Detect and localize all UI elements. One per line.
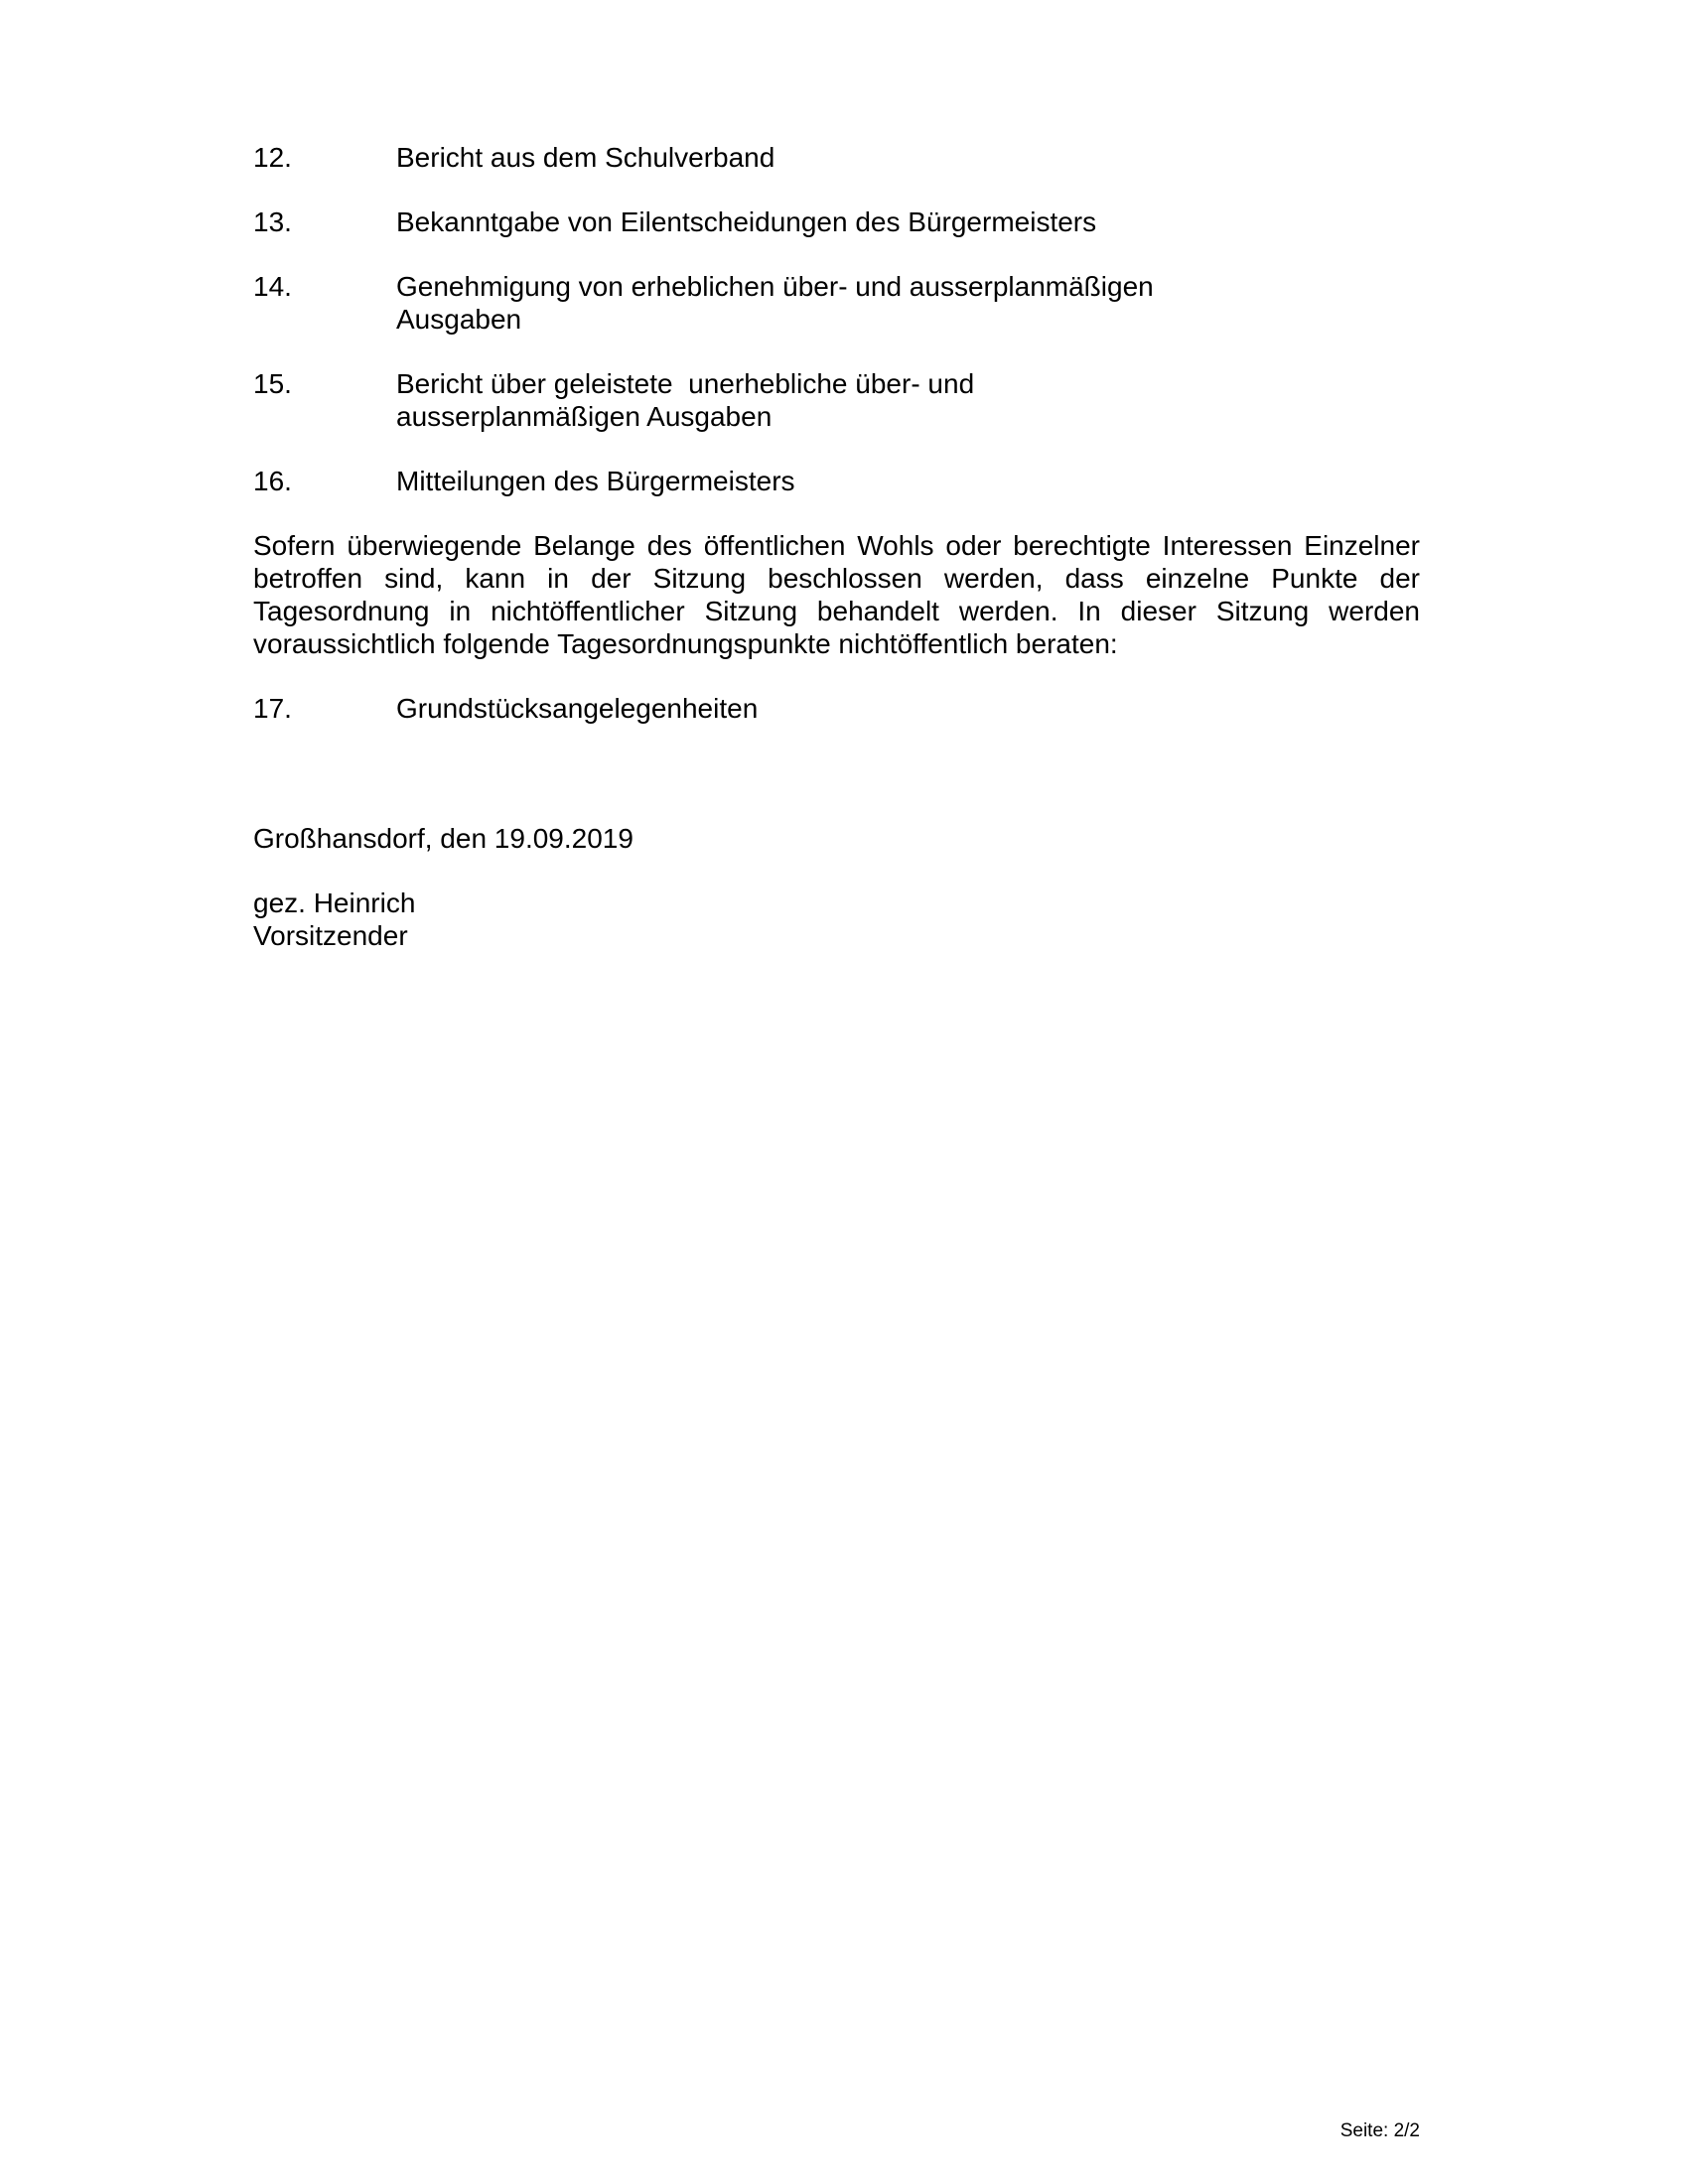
agenda-item-number: 17. — [253, 693, 292, 724]
signature-name: gez. Heinrich — [253, 887, 416, 918]
page-number: Seite: 2/2 — [1339, 2120, 1420, 2141]
agenda-item-text — [396, 141, 1420, 174]
agenda-item-number: 14. — [253, 271, 292, 302]
agenda-item-line: Mitteilungen des Bürgermeisters — [396, 466, 795, 496]
agenda-item-line: Bekanntgabe von Eilentscheidungen des Bürgermeisters — [396, 206, 1097, 237]
agenda-item-13 — [253, 205, 1420, 238]
agenda-item-text — [396, 205, 1420, 238]
agenda-item-16 — [253, 465, 1420, 497]
agenda-item-number: 15. — [253, 368, 292, 399]
agenda-item-number: 12. — [253, 142, 292, 173]
agenda-item-line: Bericht aus dem Schulverband — [396, 142, 775, 173]
agenda-item-17 — [253, 692, 1420, 725]
agenda-item-line: Ausgaben — [396, 304, 522, 335]
agenda-item-14 — [253, 270, 1420, 336]
agenda-item-line: Grundstücksangelegenheiten — [396, 693, 759, 724]
agenda-item-number: 16. — [253, 466, 292, 496]
place-and-date: Großhansdorf, den 19.09.2019 — [253, 823, 633, 854]
signature-role: Vorsitzender — [253, 920, 408, 951]
agenda-item-text — [396, 270, 1420, 336]
agenda-item-number: 13. — [253, 206, 292, 237]
agenda-item-12 — [253, 141, 1420, 174]
signature-block — [253, 887, 1420, 952]
agenda-item-line: Genehmigung von erheblichen über- und ausserplanmäßigen — [396, 271, 1154, 302]
agenda-item-text — [396, 692, 1420, 725]
agenda-item-text — [396, 465, 1420, 497]
agenda-item-line: ausserplanmäßigen Ausgaben — [396, 401, 773, 432]
nonpublic-notice-paragraph: Sofern überwiegende Belange des öffentlichen Wohls oder berechtigte Interessen Einzelner betroffen sind, kann in der Sitzung beschlossen werden, dass einzelne Punkte der Tagesordnung in nichtöffentlicher Sitzung behandelt werden. In dieser Sitzung werden voraussichtlich folgende Tagesordnungspunkte nichtöffentlich beraten: — [253, 530, 1420, 659]
agenda-item-15 — [253, 367, 1420, 433]
agenda-item-text — [396, 367, 1420, 433]
agenda-item-line: Bericht über geleistete unerhebliche über- und — [396, 368, 975, 399]
document-content — [253, 141, 1420, 952]
